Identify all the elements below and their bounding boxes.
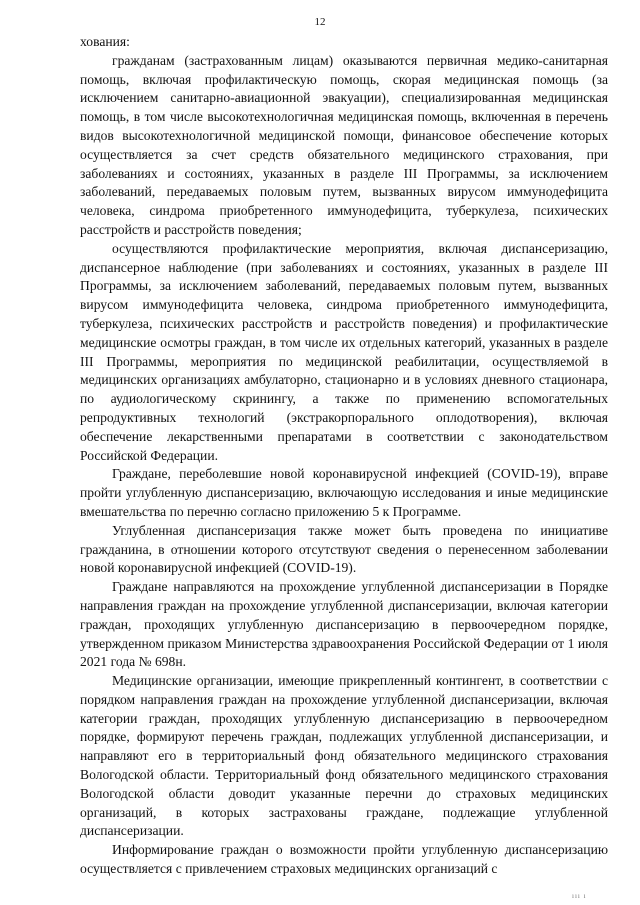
scan-edge-mark: ııı ı [572,892,587,900]
paragraph-insured-care: гражданам (застрахованным лицам) оказываются первичная медико-санитарная помощь, включая профилактическую помощь, скорая медицинская помощь (за исключением санитарно-авиационной эвакуации), специализированная медицинская помощь, в том числе высокотехнологичная медицинская помощь, включенная в перечень видов высокотехнологичной медицинской помощи, финансовое обеспечение которых осуществляется за счет средств обязательного медицинского страхования, при заболеваниях и состояниях, указанных в разделе III Программы, за исключением заболеваний, передаваемых половым путем, вызванных вирусом иммунодефицита человека, синдрома приобретенного иммунодефицита, туберкулеза, психических расстройств и расстройств поведения; [80,52,608,237]
paragraph-preventive-measures: осуществляются профилактические мероприятия, включая диспансеризацию, диспансерное наблюдение (при заболеваниях и состояниях, указанных в разделе III Программы, за исключением заболеваний, передаваемых половым путем, вызванных вирусом иммунодефицита человека, синдрома приобретенного иммунодефицита, туберкулеза, психических расстройств и расстройств поведения) и профилактические медицинские осмотры граждан, в том числе их отдельных категорий, указанных в разделе III Программы, мероприятия по медицинской реабилитации, осуществляемой в медицинских организациях амбулаторно, стационарно и в условиях дневного стационара, по аудиологическому скринингу, а также по применению вспомогательных репродуктивных технологий (экстракорпорального оплодотворения), включая обеспечение лекарственными препаратами в соответствии с законодательством Российской Федерации. [80,240,608,463]
paragraph-informing: Информирование граждан о возможности пройти углубленную диспансеризацию осуществляется с привлечением страховых медицинских организаций с [80,842,608,877]
paragraph-medical-organizations: Медицинские организации, имеющие прикрепленный контингент, в соответствии с порядком направления граждан на прохождение углубленной диспансеризации, включая категории граждан, проходящих углубленную диспансеризацию в первоочередном порядке, формируют перечень граждан, подлежащих углубленной диспансеризации, и направляют его в территориальный фонд обязательного медицинского страхования Вологодской области. Территориальный фонд обязательного медицинского страхования Вологодской области доводит указанные перечни до страховых медицинских организаций, в которых застрахованы граждане, подлежащие углубленной диспансеризации. [80,673,608,839]
paragraph-referral-order: Граждане направляются на прохождение углубленной диспансеризации в Порядке направления граждан на прохождение углубленной диспансеризации, включая категории граждан, проходящих углубленную диспансеризацию в первоочередном порядке, утвержденном приказом Министерства здравоохранения Российской Федерации от 1 июля 2021 года № 698н. [80,579,608,670]
paragraph-initiative: Углубленная диспансеризация также может быть проведена по инициативе гражданина, в отношении которого отсутствуют сведения о перенесенном заболевании новой коронавирусной инфекцией (COVID-19). [80,522,608,576]
paragraph-covid-recovered: Граждане, переболевшие новой коронавирусной инфекцией (COVID-19), вправе пройти углубленную диспансеризацию, включающую исследования и иные медицинские вмешательства по перечню согласно приложению 5 к Программе. [80,466,608,519]
document-body [80,33,608,879]
page-number: 12 [314,16,326,28]
paragraph-continuation: хования: [80,34,130,49]
